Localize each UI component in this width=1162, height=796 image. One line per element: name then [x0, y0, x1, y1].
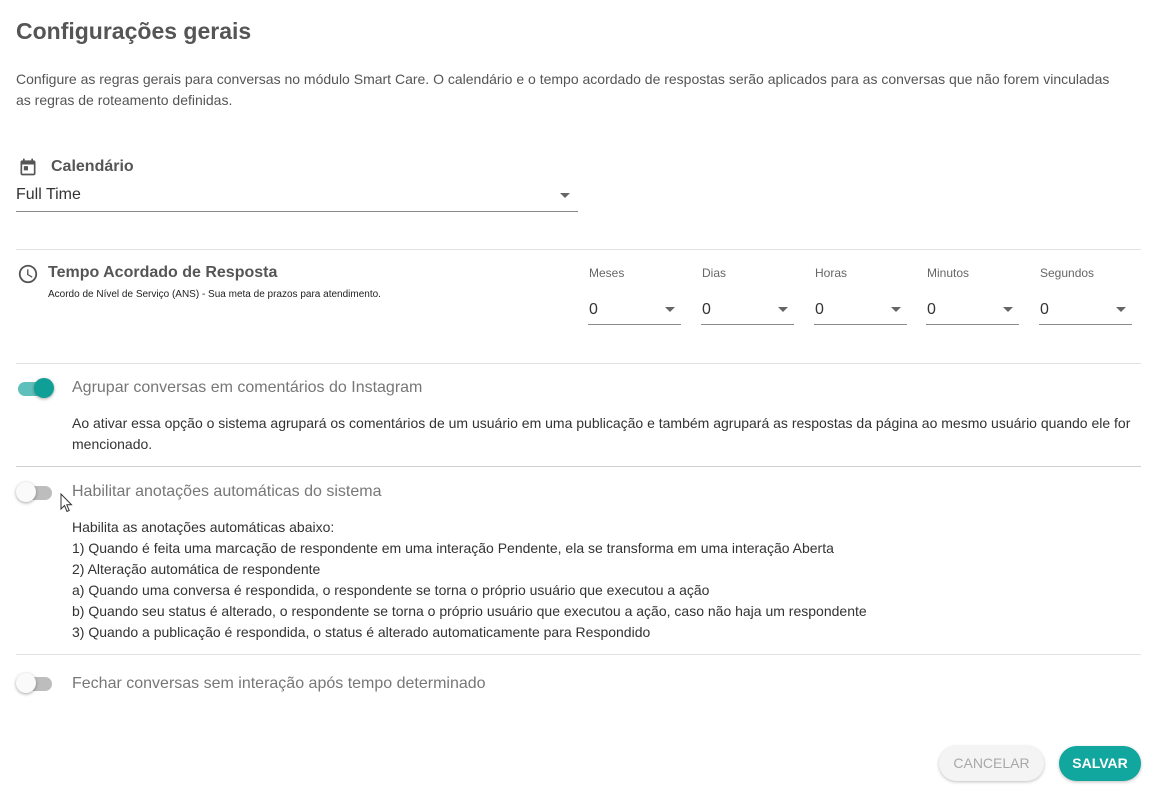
calendar-value: Full Time	[16, 186, 81, 203]
annotation-line: 3) Quando a publicação é respondida, o status é alterado automaticamente para Respondido	[72, 624, 651, 640]
annotation-line: b) Quando seu status é alterado, o respondente se torna o próprio usuário que executou a ação, caso não haja um respondente	[72, 603, 867, 619]
days-select[interactable]	[701, 296, 794, 325]
seconds-value: 0	[1040, 301, 1049, 318]
cancel-button[interactable]: CANCELAR	[939, 746, 1044, 781]
divider	[16, 654, 1141, 655]
mouse-pointer-icon	[60, 493, 74, 513]
toggle-thumb	[16, 482, 36, 502]
annotation-line: Habilita as anotações automáticas abaixo:	[72, 519, 335, 535]
months-label: Meses	[589, 266, 625, 280]
page-intro: Configure as regras gerais para conversas no módulo Smart Care. O calendário e o tempo acordado de respostas serão aplicados para as conversas que não forem vinculadas as regras de roteamento definidas.	[16, 71, 1110, 108]
seconds-field	[1039, 266, 1132, 326]
months-select[interactable]	[588, 296, 681, 325]
days-value: 0	[702, 301, 711, 318]
sla-title: Tempo Acordado de Resposta	[48, 264, 278, 281]
calendar-icon	[18, 157, 38, 177]
minutes-label: Minutos	[927, 266, 970, 280]
divider	[16, 363, 1141, 364]
instagram-group-toggle[interactable]	[16, 377, 56, 399]
sla-subtitle: Acordo de Nível de Serviço (ANS) - Sua meta de prazos para atendimento.	[48, 289, 381, 300]
days-field	[701, 266, 794, 326]
divider	[16, 249, 1141, 250]
hours-select[interactable]	[814, 296, 907, 325]
calendar-label: Calendário	[51, 158, 134, 175]
chevron-down-icon	[1116, 307, 1126, 312]
annotation-line: a) Quando uma conversa é respondida, o respondente se torna o próprio usuário que executou a ação	[72, 582, 710, 598]
instagram-group-title: Agrupar conversas em comentários do Instagram	[72, 379, 423, 396]
clock-icon	[17, 263, 39, 285]
divider	[16, 466, 1141, 467]
page-title: Configurações gerais	[16, 18, 252, 44]
chevron-down-icon	[891, 307, 901, 312]
chevron-down-icon	[560, 193, 570, 198]
calendar-select[interactable]	[16, 183, 578, 212]
instagram-group-description: Ao ativar essa opção o sistema agrupará os comentários de um usuário em uma publicação e também agrupará as respostas da página ao mesmo usuário quando ele for mencionado.	[72, 415, 1131, 452]
auto-annotations-toggle[interactable]	[16, 481, 56, 503]
hours-label: Horas	[815, 266, 848, 280]
days-label: Dias	[702, 266, 727, 280]
chevron-down-icon	[778, 307, 788, 312]
minutes-select[interactable]	[926, 296, 1019, 325]
months-value: 0	[589, 301, 598, 318]
close-idle-toggle[interactable]	[16, 672, 56, 694]
toggle-thumb	[16, 673, 36, 693]
chevron-down-icon	[1003, 307, 1013, 312]
annotation-line: 2) Alteração automática de respondente	[72, 561, 321, 577]
seconds-label: Segundos	[1040, 266, 1095, 280]
seconds-select[interactable]	[1039, 296, 1132, 325]
toggle-thumb	[34, 378, 54, 398]
months-field	[588, 266, 681, 326]
hours-value: 0	[815, 301, 824, 318]
auto-annotations-title: Habilitar anotações automáticas do sistema	[72, 483, 382, 500]
annotation-line: 1) Quando é feita uma marcação de respondente em uma interação Pendente, ela se transforma em uma interação Aberta	[72, 540, 834, 556]
auto-annotations-description	[72, 517, 1142, 643]
close-idle-title: Fechar conversas sem interação após tempo determinado	[72, 675, 486, 692]
save-button[interactable]: SALVAR	[1059, 746, 1141, 781]
minutes-value: 0	[927, 301, 936, 318]
chevron-down-icon	[665, 307, 675, 312]
hours-field	[814, 266, 907, 326]
minutes-field	[926, 266, 1019, 326]
